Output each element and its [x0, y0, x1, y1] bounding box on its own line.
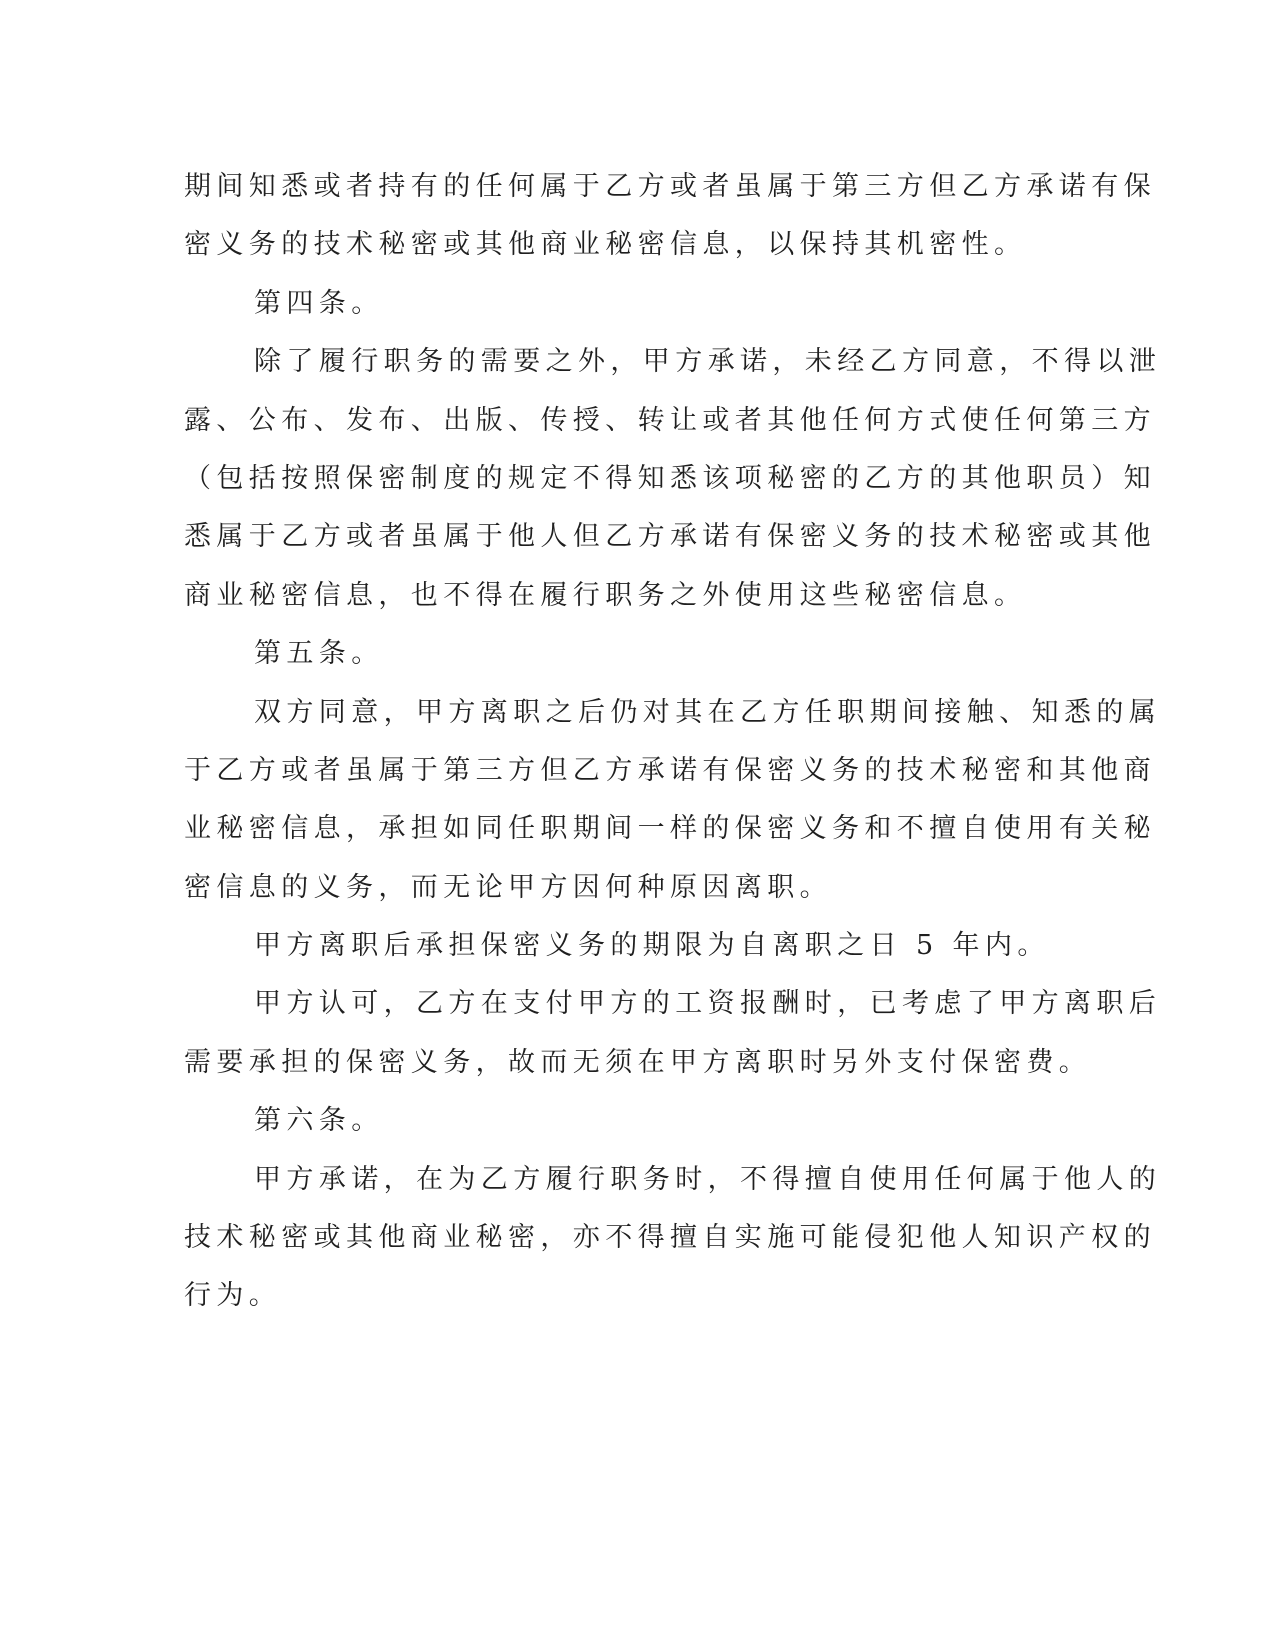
document-body [184, 158, 1162, 1326]
article-heading: 第六条。 [254, 1105, 384, 1137]
article-heading: 第四条。 [254, 287, 384, 319]
text-line: 除了履行职务的需要之外，甲方承诺，未经乙方同意，不得以泄 [254, 346, 1162, 378]
text-line: 密义务的技术秘密或其他商业秘密信息，以保持其机密性。 [184, 229, 1027, 261]
text-line: 期间知悉或者持有的任何属于乙方或者虽属于第三方但乙方承诺有保 [184, 171, 1156, 202]
text-line: 需要承担的保密义务，故而无须在甲方离职时另外支付保密费。 [184, 1046, 1092, 1078]
text-line: 技术秘密或其他商业秘密，亦不得擅自实施可能侵犯他人知识产权的 [184, 1222, 1156, 1254]
text-line: 于乙方或者虽属于第三方但乙方承诺有保密义务的技术秘密和其他商 [184, 754, 1156, 786]
text-line: 密信息的义务，而无论甲方因何种原因离职。 [184, 871, 832, 903]
article-heading: 第五条。 [254, 638, 384, 670]
text-line: 悉属于乙方或者虽属于他人但乙方承诺有保密义务的技术秘密或其他 [184, 521, 1156, 553]
text-line: 商业秘密信息，也不得在履行职务之外使用这些秘密信息。 [184, 579, 1027, 611]
text-line: 甲方认可，乙方在支付甲方的工资报酬时，已考虑了甲方离职后 [254, 988, 1162, 1020]
text-line: 甲方承诺，在为乙方履行职务时，不得擅自使用任何属于他人的 [254, 1163, 1162, 1195]
text-line: 甲方离职后承担保密义务的期限为自离职之日 5 年内。 [254, 930, 1050, 962]
text-line: 业秘密信息，承担如同任职期间一样的保密义务和不擅自使用有关秘 [184, 813, 1156, 845]
text-line: 行为。 [184, 1280, 282, 1312]
text-line: 双方同意，甲方离职之后仍对其在乙方任职期间接触、知悉的属 [254, 696, 1162, 728]
text-line: （包括按照保密制度的规定不得知悉该项秘密的乙方的其他职员）知 [184, 462, 1156, 494]
text-line: 露、公布、发布、出版、传授、转让或者其他任何方式使任何第三方 [184, 404, 1156, 436]
